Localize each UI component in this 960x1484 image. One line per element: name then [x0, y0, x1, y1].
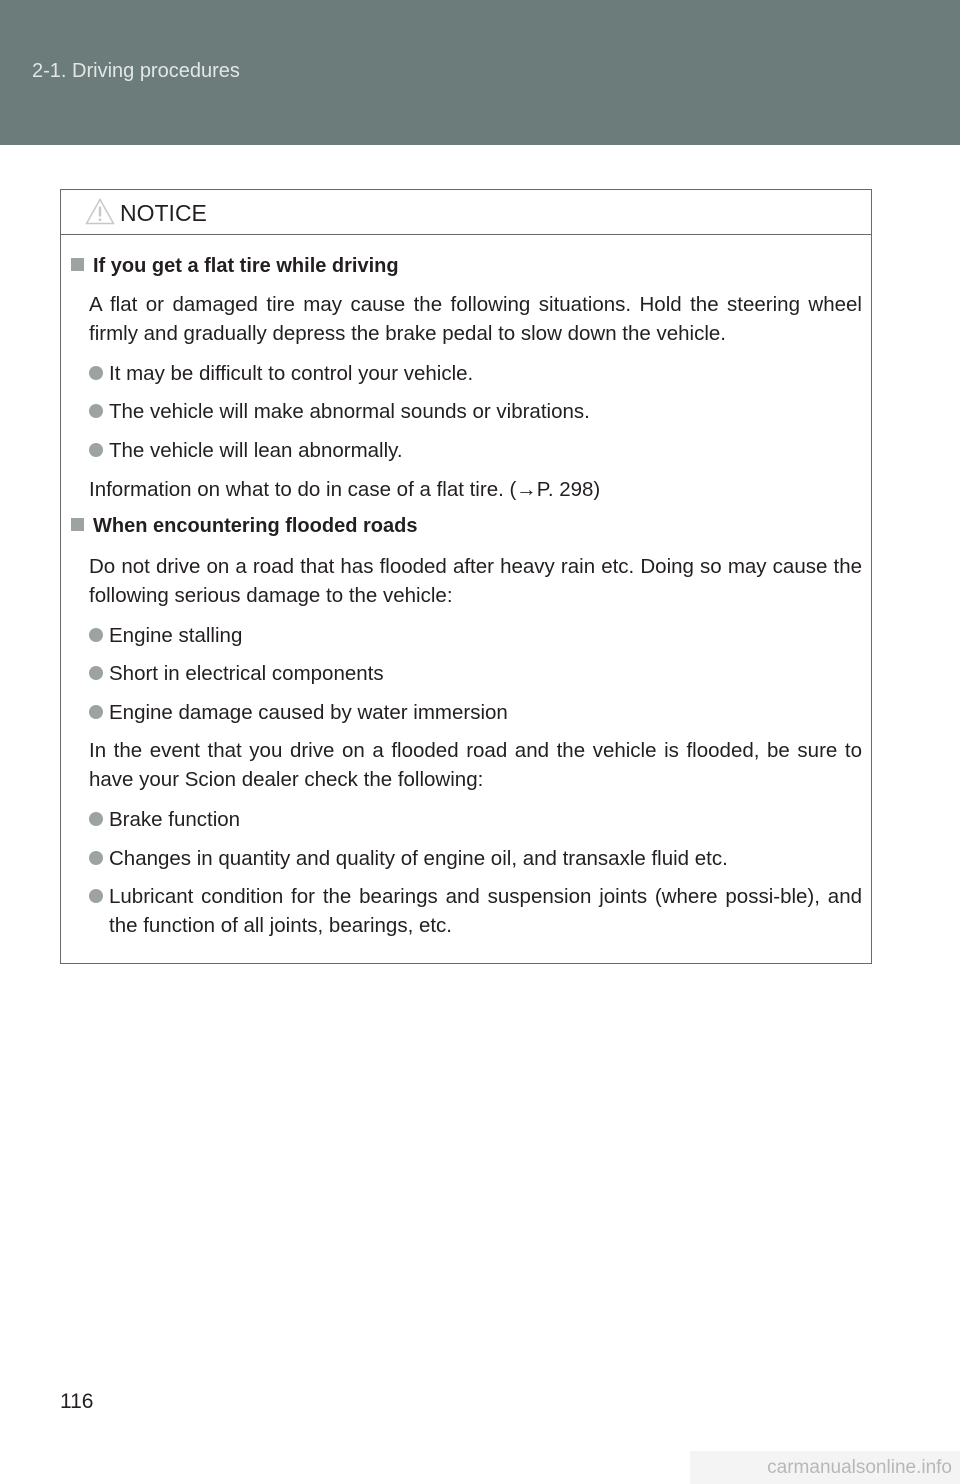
- section-title: 2-1. Driving procedures: [32, 60, 240, 82]
- list-item: Changes in quantity and quality of engine oil, and transaxle fluid etc.: [89, 844, 862, 873]
- round-bullet-icon: [89, 366, 103, 380]
- paragraph: Do not drive on a road that has flooded after heavy rain etc. Doing so may cause the following serious damage to the vehicle:: [89, 555, 862, 607]
- round-bullet-icon: [89, 628, 103, 642]
- list-item: It may be difficult to control your vehicle.: [89, 359, 862, 388]
- list-item: Engine damage caused by water immersion: [89, 698, 862, 727]
- square-bullet-icon: [71, 258, 84, 271]
- round-bullet-icon: [89, 889, 103, 903]
- list-item: Engine stalling: [89, 621, 862, 650]
- list-item: Lubricant condition for the bearings and suspension joints (where possi-ble), and the function of all joints, bearings, etc.: [89, 882, 862, 940]
- notice-box: [60, 189, 872, 964]
- round-bullet-icon: [89, 443, 103, 457]
- list-item: Brake function: [89, 805, 862, 834]
- round-bullet-icon: [89, 666, 103, 680]
- notice-header: [61, 190, 871, 235]
- notice-label: NOTICE: [120, 200, 207, 226]
- list-item: The vehicle will lean abnormally.: [89, 436, 862, 465]
- section-heading: When encountering flooded roads: [71, 515, 417, 538]
- list-item: Short in electrical components: [89, 659, 862, 688]
- paragraph: Information on what to do in case of a flat tire. (→P. 298): [89, 478, 601, 501]
- section-heading: If you get a flat tire while driving: [71, 255, 399, 278]
- round-bullet-icon: [89, 705, 103, 719]
- warning-triangle-icon: [85, 198, 115, 225]
- paragraph: A flat or damaged tire may cause the following situations. Hold the steering wheel firmly and gradually depress the brake pedal to slow down the vehicle.: [89, 293, 862, 345]
- watermark: carmanualsonline.info: [690, 1451, 960, 1484]
- square-bullet-icon: [71, 518, 84, 531]
- round-bullet-icon: [89, 812, 103, 826]
- paragraph: In the event that you drive on a flooded road and the vehicle is flooded, be sure to have your Scion dealer check the following:: [89, 739, 862, 791]
- list-item: The vehicle will make abnormal sounds or vibrations.: [89, 397, 862, 426]
- round-bullet-icon: [89, 851, 103, 865]
- page-number: 116: [60, 1390, 94, 1413]
- round-bullet-icon: [89, 404, 103, 418]
- page-header: [0, 0, 960, 145]
